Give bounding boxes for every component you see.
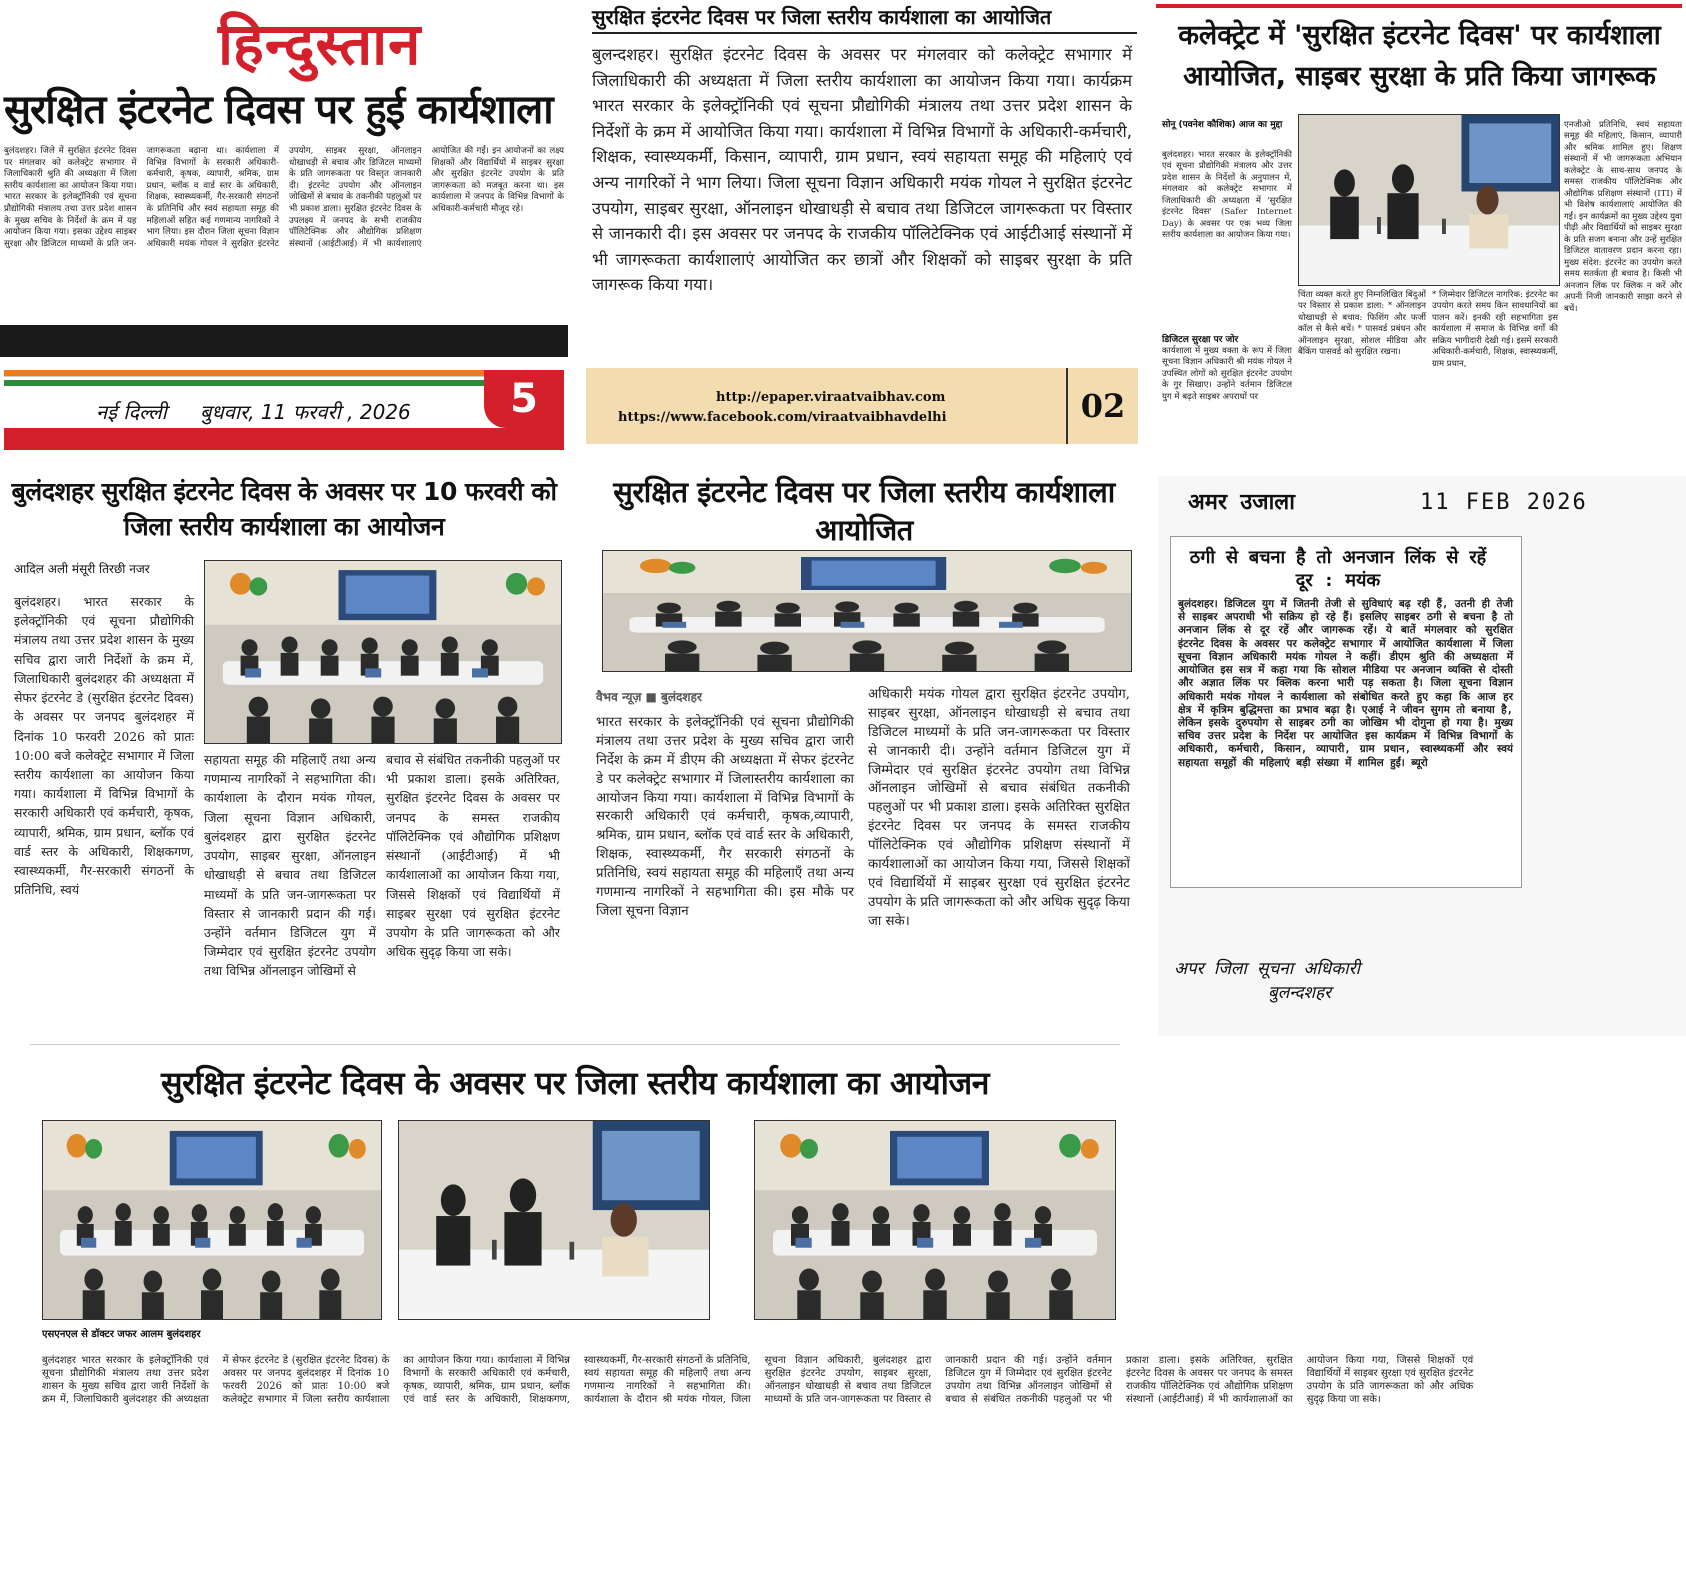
photo-dais bbox=[1298, 114, 1560, 286]
photo-meeting-hall-wide bbox=[754, 1120, 1116, 1320]
photo-meeting-hall bbox=[204, 560, 562, 744]
page-number: 5 bbox=[484, 370, 564, 428]
clip-viraat-vaibhav bbox=[586, 368, 1138, 1034]
article-body-mid: सहायता समूह की महिलाएँ तथा अन्य गणमान्य नागरिकों ने सहभागिता की। कार्यशाला के दौरान मयंक गोयल, जिला सूचना विज्ञान अधिकारी, बुलंदशहर द्वारा सुरक्षित इंटरनेट उपयोग, साइबर सुरक्षा, ऑनलाइन धोखाधड़ी से बचाव तथा डिजिटल माध्यमों के प्रति जन-जागरूकता पर विस्तार से जानकारी प्रदान की गई। उन्होंने वर्तमान डिजिटल युग में जिम्मेदार एवं सुरक्षित इंटरनेट उपयोग तथा विभिन्न ऑनलाइन जोखिमों से bbox=[204, 752, 376, 979]
clipping-date: 11 FEB 2026 bbox=[1420, 490, 1588, 515]
article-body-left: भारत सरकार के इलेक्ट्रॉनिकी एवं सूचना प्रौद्योगिकी मंत्रालय तथा उत्तर प्रदेश के मुख्य सचिव द्वारा जारी निर्देश के क्रम में डीएम की अध्यक्षता में सेफर इंटरनेट डे पर कलेक्ट्रेट सभागार में जिलास्तरीय कार्यशाला का आयोजन किया गया। कार्यशाला में विभिन्न विभागों के सरकारी अधिकारी एवं कर्मचारी, कृषक,व्यापारी, श्रमिक, ग्राम प्रधान, ब्लॉक एवं वार्ड स्तर के अधिकारी, शिक्षक, स्वास्थ्यकर्मी, गैर सरकारी संगठनों के प्रतिनिधि, स्वयं सहायता समूह की महिलाएँ तथा अन्य गणमान्य नागरिकों ने सहभागिता की। इस मौके पर जिला सूचना विज्ञान bbox=[596, 715, 854, 919]
headline: ठगी से बचना है तो अनजान लिंक से रहें दूर : मयंक bbox=[1189, 547, 1487, 592]
masthead-hindustan: हिन्दुस्तान bbox=[218, 10, 422, 78]
black-rule bbox=[0, 325, 568, 357]
epaper-url: http://epaper.viraatvaibhav.com bbox=[716, 390, 946, 405]
article-body-right: बचाव से संबंधित तकनीकी पहलुओं पर भी प्रकाश डाला। इसके अतिरिक्त, सुरक्षित इंटरनेट दिवस के अवसर पर जनपद के समस्त राजकीय पॉलिटेक्निक एवं औद्योगिक प्रशिक्षण संस्थानों (आईटीआई) में भी कार्यशालाओं का आयोजन किया गया, जिससे शिक्षकों एवं विद्यार्थियों में साइबर सुरक्षा एवं सुरक्षित इंटरनेट उपयोग के प्रति जागरूकता को और अधिक सुदृढ़ किया जा सके। bbox=[386, 752, 560, 960]
red-base-rule bbox=[4, 428, 564, 450]
clip-snl bbox=[30, 1044, 1474, 1424]
top-rule bbox=[30, 1044, 1120, 1045]
page-number: 02 bbox=[1066, 368, 1138, 444]
article-body-mid2: * जिम्मेदार डिजिटल नागरिक: इंटरनेट का उपयोग करते समय किन सावधानियों का पालन करें। इनकी रही सहभागिता इस कार्यशाला में समाज के विभिन्न वर्गों की सक्रिय भागीदारी देखी गई। इसमें सरकारी अधिकारी-कर्मचारी, शिक्षक, स्वास्थ्यकर्मी, ग्राम प्रधान, bbox=[1432, 290, 1558, 369]
headline: सुरक्षित इंटरनेट दिवस पर जिला स्तरीय कार्यशाला का आयोजित bbox=[592, 6, 1137, 34]
byline: सोनू (पवनेश कौशिक) आज का मुद्दा bbox=[1162, 120, 1283, 130]
masthead-amar-ujala: अमर उजाला bbox=[1188, 490, 1295, 515]
article-body-mid: चिंता व्यक्त करते हुए निम्नलिखित बिंदुओं पर विस्तार से प्रकाश डाला: * ऑनलाइन धोखाधड़ी से बचाव: फिशिंग और फर्जी कॉल से कैसे बचें। * पासवर्ड प्रबंधन और ऑनलाइन सुरक्षा, सोशल मीडिया और बैंकिंग पासवर्ड को सुरक्षित रखना। bbox=[1298, 290, 1426, 358]
article-body-left2: कार्यशाला में मुख्य वक्ता के रूप में जिला सूचना विज्ञान अधिकारी श्री मयंक गोयल ने उपस्थित लोगों को सुरक्षित इंटरनेट उपयोग के गुर सिखाए। उन्होंने वर्तमान डिजिटल युग में बढ़ते साइबर अपराधों पर bbox=[1162, 346, 1292, 402]
headline: सुरक्षित इंटरनेट दिवस पर जिला स्तरीय कार्यशाला आयोजित bbox=[613, 475, 1115, 547]
article-body: बुलंदशहर। डिजिटल युग में जितनी तेजी से सुविधाएं बढ़ रही हैं, उतनी ही तेजी से साइबर अपराधी भी सक्रिय हो रहे हैं। इसलिए साइबर ठगी से बचना है तो अनजान लिंक से दूर रहें और जागरूक रहें। ये बातें मंगलवार को सुरक्षित इंटरनेट दिवस के अवसर पर कलेक्ट्रेट सभागार में आयोजित कार्यशाला में जिला सूचना विज्ञान अधिकारी मयंक गोयल ने कहीं। डीएम श्रुति की अध्यक्षता में आयोजित इस सत्र में कहा गया कि सोशल मीडिया पर अनजान व्यक्ति से दोस्ती और अज्ञात लिंक पर क्लिक करना भारी पड़ सकता है। जिला सूचना विज्ञान अधिकारी मयंक गोयल ने कार्यशाला को संबोधित करते हुए कहा कि आज हर क्षेत्र में कृत्रिम बुद्धिमत्ता का प्रभाव बढ़ा है। एआई ने जीवन सुगम तो बनाया है, लेकिन इसके दुरुपयोग से साइबर ठगी का जोखिम भी दोगुना हो गया है। मुख्य सचिव उत्तर प्रदेश के निर्देश पर आयोजित इस कार्यक्रम में विभिन्न विभागों के अधिकारी, कर्मचारी, किसान, व्यापारी, ग्राम प्रधान, स्वास्थ्यकर्मी और स्वयं सहायता समूहों की महिलाएं बड़ी संख्या में शामिल हुईं। ब्यूरो bbox=[1178, 598, 1513, 769]
byline: एसएनएल से डॉक्टर जफर आलम बुलंदशहर bbox=[42, 1329, 201, 1340]
headline: सुरक्षित इंटरनेट दिवस के अवसर पर जिला स्तरीय कार्यशाला का आयोजन bbox=[161, 1064, 989, 1102]
photo-meeting-hall bbox=[602, 550, 1132, 672]
clip-amar-ujala bbox=[1158, 476, 1686, 1036]
dateline-place: नई दिल्ली bbox=[96, 400, 167, 424]
article-body: बुलंदशहर। जिले में सुरक्षित इंटरनेट दिवस पर मंगलवार को कलेक्ट्रेट सभागार में जिलाधिकारी श्रुति की अध्यक्षता में जिला स्तरीय कार्यशाला का आयोजन किया गया। भारत सरकार के इलेक्ट्रॉनिकी एवं सूचना प्रौद्योगिकी मंत्रालय तथा उत्तर प्रदेश शासन के मुख्य सचिव के निर्देशों के क्रम में यह आयोजन किया गया। इसका उद्देश्य साइबर सुरक्षा और डिजिटल माध्यमों के प्रति जन-जागरूकता बढ़ाना था। कार्यशाला में विभिन्न विभागों के सरकारी अधिकारी-कर्मचारी, कृषक, व्यापारी, श्रमिक, ग्राम प्रधान, ब्लॉक व वार्ड स्तर के अधिकारी, शिक्षक, स्वास्थ्यकर्मी, गैर-सरकारी संगठनों के प्रतिनिधि और स्वयं सहायता समूह की महिलाओं सहित कई गणमान्य नागरिकों ने भाग लिया। इस दौरान जिला सूचना विज्ञान अधिकारी मयंक गोयल ने सुरक्षित इंटरनेट उपयोग, साइबर सुरक्षा, ऑनलाइन धोखाधड़ी से बचाव और डिजिटल माध्यमों के प्रति जागरूकता पर विस्तृत जानकारी दी। इंटरनेट उपयोग और ऑनलाइन जोखिमों से बचाव के तकनीकी पहलुओं पर भी प्रकाश डाला। सुरक्षित इंटरनेट दिवस के उपलक्ष्य में जनपद के सभी राजकीय पॉलिटेक्निक और औद्योगिक प्रशिक्षण संस्थानों (आईटीआई) में भी कार्यशालाएं आयोजित की गईं। इन आयोजनों का लक्ष्य शिक्षकों और विद्यार्थियों में साइबर सुरक्षा और सुरक्षित इंटरनेट उपयोग के प्रति जागरूकता को मजबूत करना था। इस कार्यशाला में जनपद के विभिन्न विभागों के अधिकारी-कर्मचारी मौजूद रहे। bbox=[4, 146, 564, 249]
headline: सुरक्षित इंटरनेट दिवस पर हुई कार्यशाला bbox=[4, 87, 553, 133]
dateline-date: बुधवार, 11 फरवरी , 2026 bbox=[200, 400, 411, 424]
article-body-right: एनजीओ प्रतिनिधि, स्वयं सहायता समूह की महिलाएं, किसान, व्यापारी और श्रमिक शामिल हुए। शिक्षण संस्थानों में भी जागरूकता अभियान कलेक्ट्रेट के साथ-साथ जनपद के समस्त राजकीय पॉलिटेक्निक और औद्योगिक प्रशिक्षण संस्थानों (ITI) में भी विशेष कार्यशालाएं आयोजित की गईं। इन कार्यक्रमों का मुख्य उद्देश्य युवा पीढ़ी और विद्यार्थियों को साइबर सुरक्षा के प्रति सजग बनाना और उन्हें सुरक्षित डिजिटल वातावरण प्रदान करना रहा। मुख्य संदेश: इंटरनेट का उपयोग करते समय सतर्कता ही बचाव है। किसी भी अनजान लिंक पर क्लिक न करें और अपनी निजी जानकारी साझा करने से बचें। bbox=[1564, 120, 1682, 314]
clip-hindustan bbox=[0, 0, 568, 358]
subhead-digital-security: डिजिटल सुरक्षा पर जोर bbox=[1162, 335, 1239, 345]
clip-collectorate bbox=[1152, 2, 1686, 460]
photo-meeting-hall bbox=[42, 1120, 382, 1320]
article-body-left: बुलंदशहर। भारत सरकार के इलेक्ट्रॉनिकी एवं सूचना प्रौद्योगिकी मंत्रालय और उत्तर प्रदेश शासन के निर्देशों के अनुपालन में, मंगलवार को कलेक्ट्रेट सभागार में जिलाधिकारी की अध्यक्षता में 'सुरक्षित इंटरनेट दिवस' (Safer Internet Day) के अवसर पर एक भव्य जिला स्तरीय कार्यशाला का आयोजन किया गया। bbox=[1162, 150, 1292, 241]
article-body-left: बुलंदशहर। भारत सरकार के इलेक्ट्रॉनिकी एवं सूचना प्रौद्योगिकी मंत्रालय तथा उत्तर प्रदेश शासन के मुख्य सचिव द्वारा जारी निर्देशों के क्रम में, जिलाधिकारी बुलंदशहर की अध्यक्षता में सेफर इंटरनेट डे (सुरक्षित इंटरनेट दिवस) के अवसर पर जनपद बुलंदशहर में दिनांक 10 फरवरी 2026 को प्रातः 10:00 बजे कलेक्ट्रेट सभागार में जिला स्तरीय कार्यशाला का आयोजन किया गया। कार्यशाला में विभिन्न विभागों के सरकारी अधिकारी एवं कर्मचारी, कृषक, व्यापारी, श्रमिक, ग्राम प्रधान, ब्लॉक एवं वार्ड स्तर के अधिकारी, शिक्षकगण, स्वास्थ्यकर्मी, गैर-सरकारी संगठनों के प्रतिनिधि, स्वयं bbox=[14, 594, 194, 898]
article-body: बुलंदशहर भारत सरकार के इलेक्ट्रॉनिकी एवं सूचना प्रौद्योगिकी मंत्रालय तथा उत्तर प्रदेश शासन के मुख्य सचिव द्वारा जारी निर्देशों के क्रम में, जिलाधिकारी बुलंदशहर की अध्यक्षता में सेफर इंटरनेट डे (सुरक्षित इंटरनेट दिवस) के अवसर पर जनपद बुलंदशहर में दिनांक 10 फरवरी 2026 को प्रातः 10:00 बजे कलेक्ट्रेट सभागार में जिला स्तरीय कार्यशाला का आयोजन किया गया। कार्यशाला में विभिन्न विभागों के सरकारी अधिकारी एवं कर्मचारी, कृषक, व्यापारी, श्रमिक, ग्राम प्रधान, ब्लॉक एवं वार्ड स्तर के अधिकारी, शिक्षकगण, स्वास्थ्यकर्मी, गैर-सरकारी संगठनों के प्रतिनिधि, स्वयं सहायता समूह की महिलाएँ तथा अन्य गणमान्य नागरिकों ने सहभागिता की। कार्यशाला के दौरान श्री मयंक गोयल, जिला सूचना विज्ञान अधिकारी, बुलंदशहर द्वारा सुरक्षित इंटरनेट उपयोग, साइबर सुरक्षा, ऑनलाइन धोखाधड़ी से बचाव तथा डिजिटल माध्यमों के प्रति जन-जागरूकता पर विस्तार से जानकारी प्रदान की गई। उन्होंने वर्तमान डिजिटल युग में जिम्मेदार एवं सुरक्षित इंटरनेट उपयोग तथा विभिन्न ऑनलाइन जोखिमों से बचाव से संबंधित तकनीकी पहलुओं पर भी प्रकाश डाला। इसके अतिरिक्त, सुरक्षित इंटरनेट दिवस के अवसर पर जनपद के समस्त राजकीय पॉलिटेक्निक एवं औद्योगिक प्रशिक्षण संस्थानों (आईटीआई) में भी कार्यशालाओं का आयोजन किया गया, जिससे शिक्षकों एवं विद्यार्थियों में साइबर सुरक्षा एवं सुरक्षित इंटरनेट उपयोग के प्रति जागरूकता को और अधिक सुदृढ़ किया जा सके। bbox=[42, 1355, 1474, 1405]
facebook-url: https://www.facebook.com/viraatvaibhavdelhi bbox=[618, 410, 947, 425]
headline: कलेक्ट्रेट में 'सुरक्षित इंटरनेट दिवस' पर कार्यशाला आयोजित, साइबर सुरक्षा के प्रति किया जागरूक bbox=[1178, 20, 1661, 92]
headline: बुलंदशहर सुरक्षित इंटरनेट दिवस के अवसर पर 10 फरवरी को जिला स्तरीय कार्यशाला का आयोजन bbox=[11, 477, 557, 541]
photo-dais bbox=[398, 1120, 710, 1320]
article-body: बुलन्दशहर। सुरक्षित इंटरनेट दिवस के अवसर पर मंगलवार को कलेक्ट्रेट सभागार में जिलाधिकारी की अध्यक्षता में जिला स्तरीय कार्यशाला का आयोजन किया गया। कार्यक्रम भारत सरकार के इलेक्ट्रॉनिकी एवं सूचना प्रौद्योगिकी मंत्रालय तथा उत्तर प्रदेश शासन के निर्देशों के क्रम में आयोजित किया गया। कार्यशाला में विभिन्न विभागों के अधिकारी-कर्मचारी, शिक्षक, स्वास्थ्यकर्मी, किसान, व्यापारी, ग्राम प्रधान, स्वयं सहायता समूह की महिलाएं एवं अन्य नागरिकों ने भाग लिया। जिला सूचना विज्ञान अधिकारी मयंक गोयल ने सुरक्षित इंटरनेट उपयोग, साइबर सुरक्षा, ऑनलाइन धोखाधड़ी से बचाव तथा डिजिटल जागरूकता पर विस्तार से जानकारी दी। इस अवसर पर जनपद के राजकीय पॉलिटेक्निक एवं आईटीआई संस्थानों में भी जागरूकता कार्यशालाएं आयोजित कर छात्रों और शिक्षकों को साइबर सुरक्षा के प्रति जागरूक किया गया। bbox=[592, 45, 1132, 295]
byline: वैभव न्यूज़ ■ बुलंदशहर bbox=[596, 690, 702, 704]
signature-line1: अपर जिला सूचना अधिकारी bbox=[1174, 959, 1361, 979]
red-top-rule bbox=[1156, 4, 1682, 8]
clip-text-article bbox=[588, 2, 1138, 357]
article-body-right: अधिकारी मयंक गोयल द्वारा सुरक्षित इंटरनेट उपयोग, साइबर सुरक्षा, ऑनलाइन धोखाधड़ी से बचाव तथा डिजिटल माध्यमों के प्रति जन-जागरूकता पर विस्तार से जानकारी दी। उन्होंने वर्तमान डिजिटल युग में जिम्मेदार एवं सुरक्षित इंटरनेट उपयोग तथा विभिन्न ऑनलाइन जोखिमों से बचाव संबंधित तकनीकी पहलुओं पर भी प्रकाश डाला। इसके अतिरिक्त सुरक्षित इंटरनेट दिवस पर जनपद के समस्त राजकीय पॉलिटेक्निक एवं औद्योगिक प्रशिक्षण संस्थानों में कार्यशालाओं का आयोजन किया गया, जिससे शिक्षकों एवं विद्यार्थियों में साइबर सुरक्षा एवं सुरक्षित इंटरनेट उपयोग के प्रति जागरूकता को और अधिक सुदृढ़ किया जा सके। bbox=[868, 687, 1130, 929]
clip-tirchhi-nazar bbox=[0, 366, 568, 1034]
byline: आदिल अली मंसूरी तिरछी नजर bbox=[14, 562, 150, 576]
url-band bbox=[586, 368, 1066, 444]
signature-line2: बुलन्दशहर bbox=[1268, 983, 1332, 1003]
